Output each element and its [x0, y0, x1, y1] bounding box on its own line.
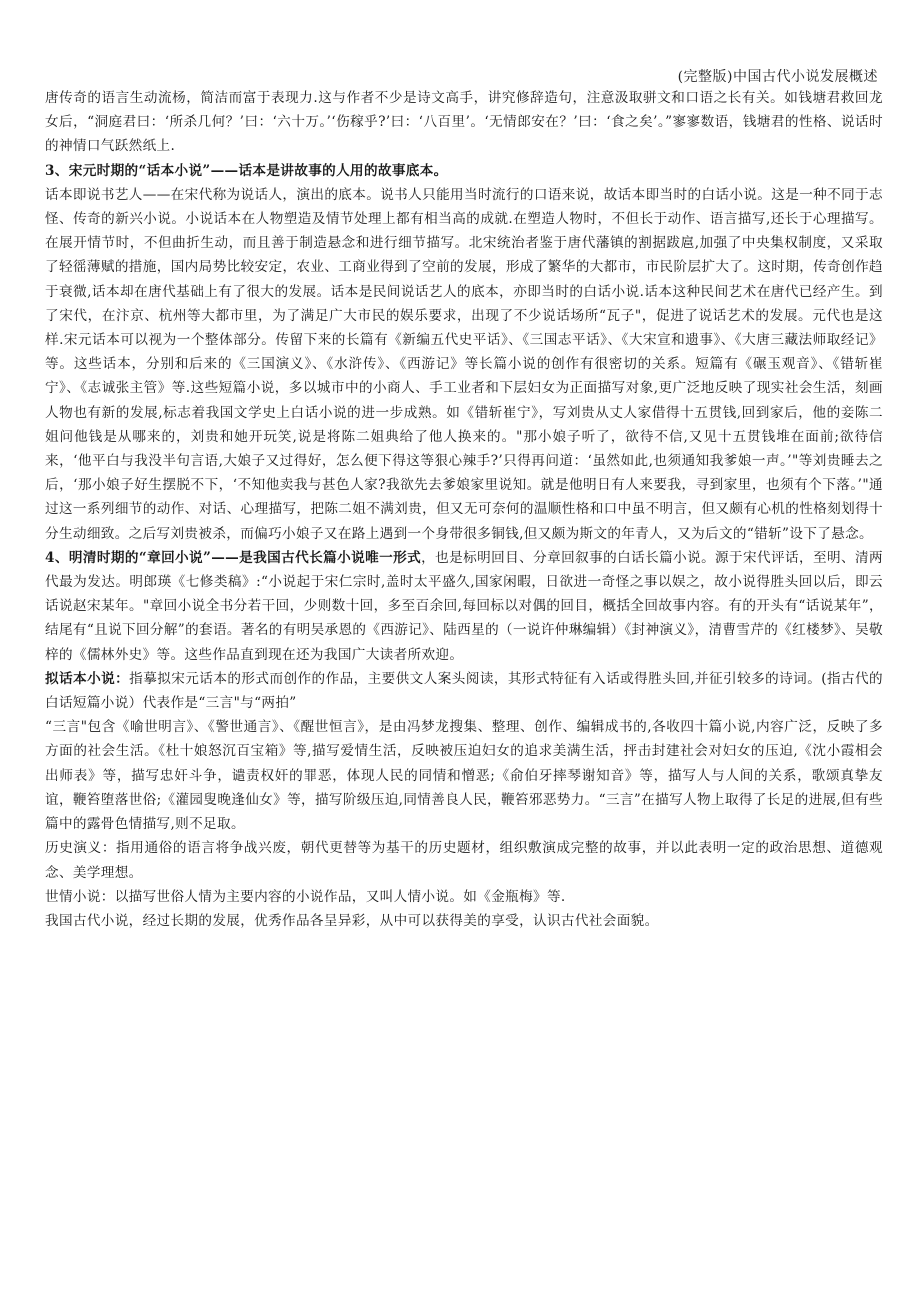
paragraph-shiqing — [45, 885, 883, 909]
section-heading: 3、宋元时期的“话本小说”——话本是讲故事的人用的故事底本。 — [45, 162, 448, 179]
heading-song-yuan-huaben — [45, 159, 883, 183]
section-heading: 4、明清时期的“章回小说”——是我国古代长篇小说唯一形式 — [45, 549, 422, 566]
paragraph-text: “三言"包含《喻世明言》、《警世通言》、《醒世恒言》，是由冯梦龙搜集、整理、创作、编辑成书的,各收四十篇小说,内容广泛，反映了多方面的社会生活。《杜十娘怒沉百宝箱》等,描写爱情生活，反映被压迫妇女的追求美满生活，抨击封建社会对妇女的压迫,《沈小霞相会出师表》等，描写忠奸斗争，谴责权奸的罪恶，体现人民的同情和憎恶;《俞伯牙摔琴谢知音》等，描写人与人间的关系，歌颂真挚友谊，鞭笞堕落世俗;《灌园叟晚逢仙女》等，描写阶级压迫,同情善良人民，鞭笞邪恶势力。“三言”在描写人物上取得了长足的进展,但有些篇中的露骨色情描写,则不足取。 — [45, 719, 883, 833]
paragraph-zhanghui — [45, 546, 883, 667]
document-header: (完整版)中国古代小说发展概述 — [677, 69, 878, 85]
paragraph-sanyan — [45, 715, 883, 836]
paragraph-tang-language — [45, 86, 883, 159]
paragraph-text: 话本即说书艺人——在宋代称为说话人，演出的底本。说书人只能用当时流行的口语来说，故话本即当时的白话小说。这是一种不同于志怪、传奇的新兴小说。小说话本在人物塑造及情节处理上都有相当高的成就.在塑造人物时，不但长于动作、语言描写,还长于心理描写。在展开情节时，不但曲折生动，而且善于制造悬念和进行细节描写。北宋统治者鉴于唐代藩镇的割据跋扈,加强了中央集权制度，又采取了轻徭薄赋的措施，国内局势比较安定，农业、工商业得到了空前的发展，形成了繁华的大都市，市民阶层扩大了。这时期，传奇创作趋于衰微,话本却在唐代基础上有了很大的发展。话本是民间说话艺人的底本，亦即当时的白话小说.话本这种民间艺术在唐代已经产生。到了宋代，在汴京、杭州等大都市里，为了满足广大市民的娱乐要求，出现了不少说话场所“瓦子"，促进了说话艺术的发展。元代也是这样.宋元话本可以视为一个整体部分。传留下来的长篇有《新编五代史平话》、《三国志平话》、《大宋宣和遗事》、《大唐三藏法师取经记》等。这些话本，分别和后来的《三国演义》、《水浒传》、《西游记》等长篇小说的创作有很密切的关系。短篇有《碾玉观音》、《错斩崔宁》、《志诚张主管》等.这些短篇小说，多以城市中的小商人、手工业者和下层妇女为正面描写对象,更广泛地反映了现实社会生活，刻画人物也有新的发展,标志着我国文学史上白话小说的进一步成熟。如《错斩崔宁》，写刘贵从丈人家借得十五贯钱,回到家后，他的妾陈二姐问他钱是从哪来的，刘贵和她开玩笑,说是将陈二姐典给了他人换来的。"那小娘子听了，欲待不信,又见十五贯钱堆在面前;欲待信来，‘他平白与我没半句言语,大娘子又过得好，怎么便下得这等狠心辣手?’只得再问道：‘虽然如此,也须通知我爹娘一声。’"等刘贵睡去之后，‘那小娘子好生摆脱不下，‘不知他卖我与甚色人家?我欲先去爹娘家里说知。就是他明日有人来要我，寻到家里，也须有个下落。’"通过这一系列细节的动作、对话、心理描写，把陈二姐不满刘贵，但又无可奈何的温顺性格和口中虽不明言，但又颇有心机的性格刻划得十分生动细致。之后写刘贵被杀，而偏巧小娘子又在路上遇到一个身带很多铜钱,但又颇为斯文的年青人，又为后文的“错斩”设下了悬念。 — [45, 186, 883, 542]
paragraph-huaben — [45, 183, 883, 546]
paragraph-text: 世情小说：以描写世俗人情为主要内容的小说作品，又叫人情小说。如《金瓶梅》等. — [45, 888, 566, 905]
document-body — [45, 86, 883, 933]
term-label: 拟话本小说： — [45, 670, 130, 687]
paragraph-text: 我国古代小说，经过长期的发展，优秀作品各呈异彩，从中可以获得美的享受，认识古代社会面貌。 — [45, 912, 659, 929]
paragraph-text: 唐传奇的语言生动流杨，简洁而富于表现力.这与作者不少是诗文高手，讲究修辞造句，注意汲取骈文和口语之长有关。如钱塘君救回龙女后，“洞庭君曰：‘所杀几何？’曰：‘六十万。’‘伤稼乎?’曰：‘八百里’。‘无情郎安在？’曰：‘食之矣’。”寥寥数语，钱塘君的性格、说话时的神情口气跃然纸上. — [45, 90, 883, 155]
paragraph-text: ，也是标明回目、分章回叙事的白话长篇小说。源于宋代评话，至明、清两代最为发达。明郎瑛《七修类稿》:“小说起于宋仁宗时,盖时太平盛久,国家闲暇，日欲进一奇怪之事以娱之，故小说得胜头回以后，即云话说赵宋某年。"章回小说全书分若干回，少则数十回，多至百余回,每回标以对偶的回目，概括全回故事内容。有的开头有“话说某年”，结尾有“且说下回分解”的套语。著名的有明吴承恩的《西游记》、陆西星的（一说许仲琳编辑）《封神演义》，清曹雪芹的《红楼梦》、吴敬梓的《儒林外史》等。这些作品直到现在还为我国广大读者所欢迎。 — [45, 549, 883, 663]
paragraph-conclusion — [45, 909, 883, 933]
paragraph-lishi-yanyi — [45, 836, 883, 884]
paragraph-text: 指摹拟宋元话本的形式而创作的作品，主要供文人案头阅读，其形式特征有入话或得胜头回,并征引较多的诗词。(指古代的白话短篇小说）代表作是“三言"与“两拍” — [45, 670, 883, 712]
paragraph-text: 历史演义：指用通俗的语言将争战兴废，朝代更替等为基干的历史题材，组织敷演成完整的故事，并以此表明一定的政治思想、道德观念、美学理想。 — [45, 840, 883, 881]
paragraph-nihuaben — [45, 667, 883, 715]
